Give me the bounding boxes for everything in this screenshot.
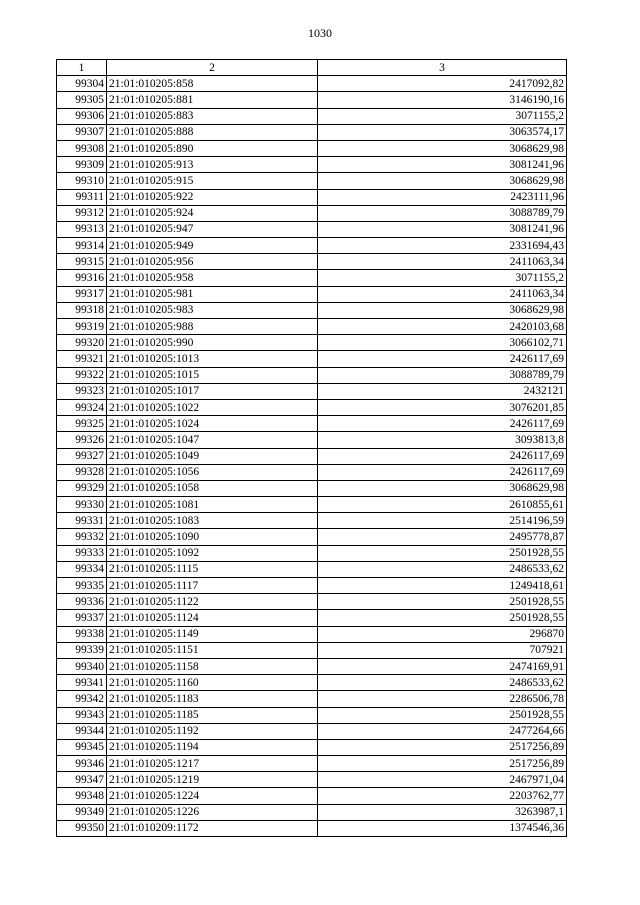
table-row: [57, 756, 567, 772]
row-number-cell: 99340: [57, 658, 107, 674]
cadastral-value-cell: 2426117,69: [318, 464, 567, 480]
cadastral-number-cell: 21:01:010205:922: [107, 189, 318, 205]
cadastral-value-cell: 2286506,78: [318, 691, 567, 707]
table-row: [57, 626, 567, 642]
cadastral-value-cell: 3093813,8: [318, 432, 567, 448]
cadastral-number-cell: 21:01:010205:1158: [107, 658, 318, 674]
cadastral-number-cell: 21:01:010205:1151: [107, 642, 318, 658]
cadastral-value-table: [56, 59, 567, 837]
row-number-cell: 99311: [57, 189, 107, 205]
cadastral-number-cell: 21:01:010205:1124: [107, 610, 318, 626]
table-row: [57, 675, 567, 691]
cadastral-value-cell: 3081241,96: [318, 221, 567, 237]
table-row: [57, 772, 567, 788]
cadastral-value-cell: 2517256,89: [318, 739, 567, 755]
table-row: [57, 707, 567, 723]
table-row: [57, 594, 567, 610]
row-number-cell: 99336: [57, 594, 107, 610]
page-number: 1030: [308, 26, 332, 40]
cadastral-number-cell: 21:01:010205:1015: [107, 367, 318, 383]
cadastral-value-cell: 2610855,61: [318, 497, 567, 513]
row-number-cell: 99323: [57, 383, 107, 399]
row-number-cell: 99334: [57, 561, 107, 577]
table-row: [57, 124, 567, 140]
cadastral-value-cell: 2417092,82: [318, 76, 567, 92]
row-number-cell: 99342: [57, 691, 107, 707]
row-number-cell: 99314: [57, 238, 107, 254]
row-number-cell: 99306: [57, 108, 107, 124]
cadastral-value-cell: 2411063,34: [318, 286, 567, 302]
cadastral-number-cell: 21:01:010205:881: [107, 92, 318, 108]
row-number-cell: 99315: [57, 254, 107, 270]
cadastral-number-cell: 21:01:010205:1083: [107, 513, 318, 529]
cadastral-number-cell: 21:01:010205:1192: [107, 723, 318, 739]
cadastral-value-cell: 2203762,77: [318, 788, 567, 804]
cadastral-number-cell: 21:01:010205:888: [107, 124, 318, 140]
cadastral-number-cell: 21:01:010205:1013: [107, 351, 318, 367]
cadastral-number-cell: 21:01:010205:1081: [107, 497, 318, 513]
cadastral-value-cell: 2495778,87: [318, 529, 567, 545]
cadastral-number-cell: 21:01:010205:1022: [107, 399, 318, 415]
table-row: [57, 658, 567, 674]
table-row: [57, 140, 567, 156]
table-row: [57, 529, 567, 545]
row-number-cell: 99325: [57, 416, 107, 432]
table-row: [57, 464, 567, 480]
cadastral-value-cell: 3068629,98: [318, 302, 567, 318]
row-number-cell: 99343: [57, 707, 107, 723]
table-row: [57, 513, 567, 529]
cadastral-number-cell: 21:01:010205:1056: [107, 464, 318, 480]
table-row: [57, 92, 567, 108]
table-row: [57, 820, 567, 836]
row-number-cell: 99337: [57, 610, 107, 626]
cadastral-value-cell: 3263987,1: [318, 804, 567, 820]
row-number-cell: 99310: [57, 173, 107, 189]
cadastral-number-cell: 21:01:010205:988: [107, 319, 318, 335]
table-row: [57, 302, 567, 318]
table-row: [57, 448, 567, 464]
row-number-cell: 99346: [57, 756, 107, 772]
cadastral-value-cell: 2426117,69: [318, 416, 567, 432]
cadastral-number-cell: 21:01:010209:1172: [107, 820, 318, 836]
cadastral-value-cell: 2420103,68: [318, 319, 567, 335]
row-number-cell: 99345: [57, 739, 107, 755]
cadastral-number-cell: 21:01:010205:1058: [107, 480, 318, 496]
row-number-cell: 99322: [57, 367, 107, 383]
row-number-cell: 99319: [57, 319, 107, 335]
row-number-cell: 99304: [57, 76, 107, 92]
cadastral-number-cell: 21:01:010205:1017: [107, 383, 318, 399]
row-number-cell: 99312: [57, 205, 107, 221]
cadastral-number-cell: 21:01:010205:958: [107, 270, 318, 286]
cadastral-value-cell: 2517256,89: [318, 756, 567, 772]
cadastral-value-cell: 3071155,2: [318, 108, 567, 124]
row-number-cell: 99307: [57, 124, 107, 140]
cadastral-value-cell: 2501928,55: [318, 594, 567, 610]
table-row: [57, 804, 567, 820]
cadastral-value-cell: 3063574,17: [318, 124, 567, 140]
cadastral-number-cell: 21:01:010205:990: [107, 335, 318, 351]
table-row: [57, 238, 567, 254]
row-number-cell: 99320: [57, 335, 107, 351]
table-row: [57, 270, 567, 286]
table-row: [57, 367, 567, 383]
table-row: [57, 173, 567, 189]
cadastral-value-cell: 2411063,34: [318, 254, 567, 270]
row-number-cell: 99347: [57, 772, 107, 788]
table-row: [57, 416, 567, 432]
cadastral-number-cell: 21:01:010205:1219: [107, 772, 318, 788]
table-row: [57, 545, 567, 561]
table-row: [57, 610, 567, 626]
column-header-number: 1: [57, 60, 107, 76]
table-row: [57, 480, 567, 496]
table-row: [57, 399, 567, 415]
cadastral-value-cell: 3088789,79: [318, 367, 567, 383]
column-header-value: 3: [318, 60, 567, 76]
cadastral-number-cell: 21:01:010205:1092: [107, 545, 318, 561]
cadastral-value-cell: 3068629,98: [318, 140, 567, 156]
cadastral-value-cell: 3088789,79: [318, 205, 567, 221]
row-number-cell: 99327: [57, 448, 107, 464]
cadastral-number-cell: 21:01:010205:981: [107, 286, 318, 302]
row-number-cell: 99321: [57, 351, 107, 367]
table-row: [57, 561, 567, 577]
table-row: [57, 497, 567, 513]
cadastral-value-cell: 1249418,61: [318, 578, 567, 594]
cadastral-value-cell: 2426117,69: [318, 448, 567, 464]
row-number-cell: 99309: [57, 157, 107, 173]
cadastral-value-cell: 2432121: [318, 383, 567, 399]
row-number-cell: 99349: [57, 804, 107, 820]
cadastral-value-cell: 707921: [318, 642, 567, 658]
table-row: [57, 432, 567, 448]
cadastral-number-cell: 21:01:010205:1047: [107, 432, 318, 448]
table-row: [57, 205, 567, 221]
cadastral-number-cell: 21:01:010205:1090: [107, 529, 318, 545]
row-number-cell: 99348: [57, 788, 107, 804]
cadastral-value-cell: 2514196,59: [318, 513, 567, 529]
row-number-cell: 99330: [57, 497, 107, 513]
row-number-cell: 99324: [57, 399, 107, 415]
cadastral-value-cell: 3071155,2: [318, 270, 567, 286]
cadastral-number-cell: 21:01:010205:913: [107, 157, 318, 173]
table-row: [57, 723, 567, 739]
cadastral-value-cell: 2477264,66: [318, 723, 567, 739]
cadastral-value-cell: 3076201,85: [318, 399, 567, 415]
cadastral-value-cell: 2501928,55: [318, 707, 567, 723]
table-row: [57, 642, 567, 658]
cadastral-value-cell: 3066102,71: [318, 335, 567, 351]
cadastral-value-cell: 2331694,43: [318, 238, 567, 254]
cadastral-number-cell: 21:01:010205:1224: [107, 788, 318, 804]
cadastral-number-cell: 21:01:010205:1160: [107, 675, 318, 691]
cadastral-number-cell: 21:01:010205:1049: [107, 448, 318, 464]
table-row: [57, 108, 567, 124]
table-row: [57, 189, 567, 205]
table-row: [57, 351, 567, 367]
row-number-cell: 99341: [57, 675, 107, 691]
cadastral-value-cell: 2467971,04: [318, 772, 567, 788]
row-number-cell: 99305: [57, 92, 107, 108]
cadastral-value-cell: 2486533,62: [318, 561, 567, 577]
table-row: [57, 383, 567, 399]
table-row: [57, 157, 567, 173]
row-number-cell: 99339: [57, 642, 107, 658]
cadastral-number-cell: 21:01:010205:1194: [107, 739, 318, 755]
row-number-cell: 99318: [57, 302, 107, 318]
cadastral-number-cell: 21:01:010205:924: [107, 205, 318, 221]
cadastral-number-cell: 21:01:010205:1122: [107, 594, 318, 610]
table-row: [57, 335, 567, 351]
cadastral-value-cell: 2501928,55: [318, 545, 567, 561]
table-body: [57, 76, 567, 837]
row-number-cell: 99329: [57, 480, 107, 496]
cadastral-number-cell: 21:01:010205:1183: [107, 691, 318, 707]
row-number-cell: 99350: [57, 820, 107, 836]
cadastral-number-cell: 21:01:010205:1217: [107, 756, 318, 772]
cadastral-value-cell: 3081241,96: [318, 157, 567, 173]
row-number-cell: 99316: [57, 270, 107, 286]
row-number-cell: 99338: [57, 626, 107, 642]
cadastral-number-cell: 21:01:010205:1226: [107, 804, 318, 820]
row-number-cell: 99333: [57, 545, 107, 561]
cadastral-value-cell: 2486533,62: [318, 675, 567, 691]
table-row: [57, 691, 567, 707]
cadastral-value-cell: 296870: [318, 626, 567, 642]
cadastral-value-cell: 3068629,98: [318, 480, 567, 496]
table-row: [57, 76, 567, 92]
cadastral-number-cell: 21:01:010205:883: [107, 108, 318, 124]
cadastral-number-cell: 21:01:010205:890: [107, 140, 318, 156]
cadastral-number-cell: 21:01:010205:947: [107, 221, 318, 237]
cadastral-number-cell: 21:01:010205:949: [107, 238, 318, 254]
table-row: [57, 319, 567, 335]
cadastral-value-cell: 1374546,36: [318, 820, 567, 836]
cadastral-value-cell: 2474169,91: [318, 658, 567, 674]
table-row: [57, 254, 567, 270]
cadastral-number-cell: 21:01:010205:1185: [107, 707, 318, 723]
row-number-cell: 99331: [57, 513, 107, 529]
cadastral-value-cell: 2423111,96: [318, 189, 567, 205]
row-number-cell: 99328: [57, 464, 107, 480]
row-number-cell: 99335: [57, 578, 107, 594]
cadastral-value-cell: 2426117,69: [318, 351, 567, 367]
row-number-cell: 99344: [57, 723, 107, 739]
cadastral-value-cell: 2501928,55: [318, 610, 567, 626]
column-header-cadastral-number: 2: [107, 60, 318, 76]
cadastral-number-cell: 21:01:010205:858: [107, 76, 318, 92]
row-number-cell: 99313: [57, 221, 107, 237]
table-row: [57, 578, 567, 594]
cadastral-number-cell: 21:01:010205:1149: [107, 626, 318, 642]
table-row: [57, 221, 567, 237]
cadastral-number-cell: 21:01:010205:956: [107, 254, 318, 270]
table-row: [57, 739, 567, 755]
row-number-cell: 99326: [57, 432, 107, 448]
cadastral-number-cell: 21:01:010205:983: [107, 302, 318, 318]
cadastral-value-cell: 3146190,16: [318, 92, 567, 108]
row-number-cell: 99308: [57, 140, 107, 156]
cadastral-number-cell: 21:01:010205:915: [107, 173, 318, 189]
table-row: [57, 788, 567, 804]
cadastral-number-cell: 21:01:010205:1117: [107, 578, 318, 594]
table-row: [57, 286, 567, 302]
cadastral-number-cell: 21:01:010205:1024: [107, 416, 318, 432]
cadastral-value-cell: 3068629,98: [318, 173, 567, 189]
row-number-cell: 99332: [57, 529, 107, 545]
cadastral-number-cell: 21:01:010205:1115: [107, 561, 318, 577]
row-number-cell: 99317: [57, 286, 107, 302]
table-header-row: [57, 60, 567, 76]
